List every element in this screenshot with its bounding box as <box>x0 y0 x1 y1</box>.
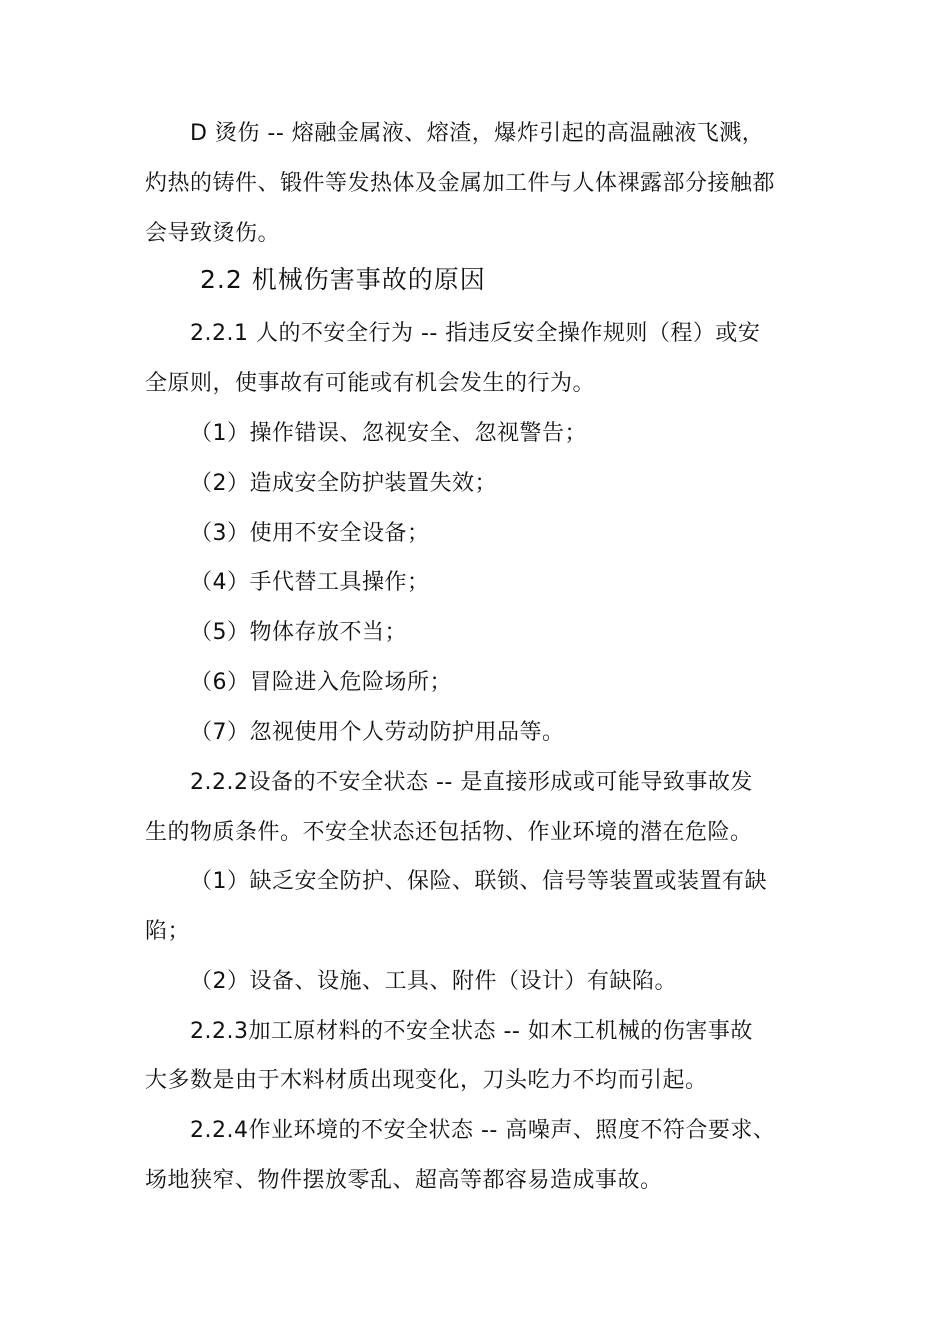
list-item-7: （7）忽视使用个人劳动防护用品等。 <box>190 720 565 745</box>
list-item-6: （6）冒险进入危险场所； <box>190 670 452 695</box>
paragraph-line-2-2-4: 2.2.4作业环境的不安全状态 -- 高噪声、照度不符合要求、 <box>190 1118 776 1143</box>
list-item-3: （3）使用不安全设备； <box>190 521 430 546</box>
section-heading-2-2: 2.2 机械伤害事故的原因 <box>200 265 486 294</box>
list-item-5: （5）物体存放不当； <box>190 620 407 645</box>
list-item-equipment-1-cont: 陷； <box>145 919 191 944</box>
paragraph-line-2-2-2-cont: 生的物质条件。不安全状态还包括物、作业环境的潜在危险。 <box>145 820 753 845</box>
paragraph-line-scald-cont-2: 会导致烫伤。 <box>145 221 281 246</box>
paragraph-line-2-2-4-cont: 场地狭窄、物件摆放零乱、超高等都容易造成事故。 <box>145 1168 663 1193</box>
paragraph-line-2-2-3: 2.2.3加工原材料的不安全状态 -- 如木工机械的伤害事故 <box>190 1019 753 1044</box>
list-item-1: （1）操作错误、忽视安全、忽视警告； <box>190 421 587 446</box>
list-item-4: （4）手代替工具操作； <box>190 570 430 595</box>
list-item-equipment-1: （1）缺乏安全防护、保险、联锁、信号等装置或装置有缺 <box>190 869 767 894</box>
list-item-equipment-2: （2）设备、设施、工具、附件（设计）有缺陷。 <box>190 969 677 994</box>
paragraph-line-2-2-2: 2.2.2设备的不安全状态 -- 是直接形成或可能导致事故发 <box>190 770 753 795</box>
paragraph-line-scald-cont-1: 灼热的铸件、锻件等发热体及金属加工件与人体裸露部分接触都 <box>145 171 776 196</box>
paragraph-line-scald: D 烫伤 -- 熔融金属液、熔渣，爆炸引起的高温融液飞溅， <box>190 121 765 146</box>
paragraph-line-2-2-1: 2.2.1 人的不安全行为 -- 指违反安全操作规则（程）或安 <box>190 321 761 346</box>
paragraph-line-2-2-1-cont: 全原则，使事故有可能或有机会发生的行为。 <box>145 371 596 396</box>
list-item-2: （2）造成安全防护装置失效； <box>190 471 497 496</box>
paragraph-line-2-2-3-cont: 大多数是由于木料材质出现变化，刀头吃力不均而引起。 <box>145 1068 708 1093</box>
